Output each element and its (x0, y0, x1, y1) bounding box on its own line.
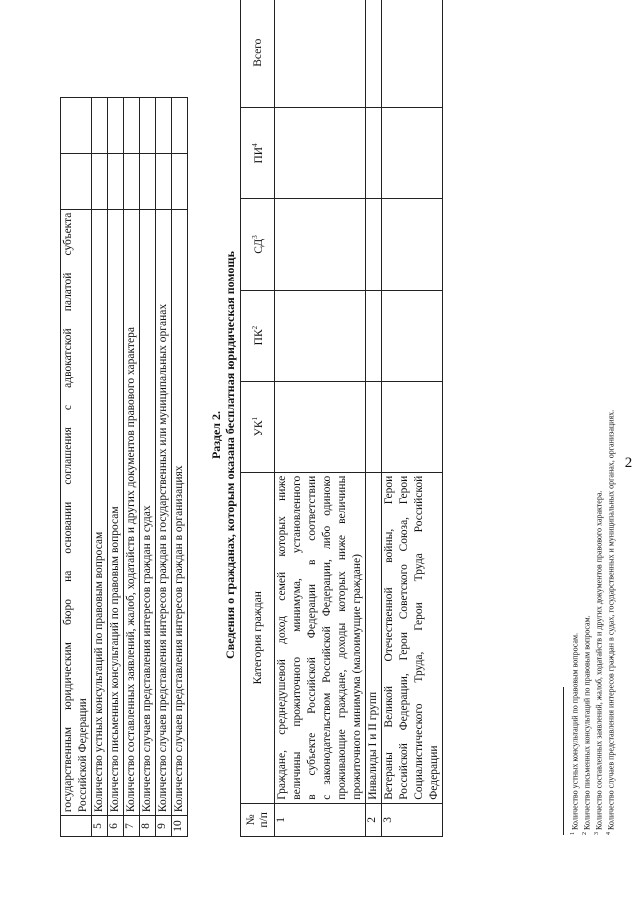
row-text: Количество случаев представления интересов граждан в судах (140, 209, 156, 815)
category-line: Российской Федерации, Герои Советского Союза, Герои (398, 475, 410, 800)
empty-cell (156, 98, 172, 154)
table-row (172, 98, 188, 837)
row-number: 6 (108, 816, 124, 837)
row-number: 9 (156, 816, 172, 837)
row-text: Количество случаев представления интересов граждан в организациях (172, 209, 188, 815)
empty-cell (366, 199, 382, 290)
empty-cell (124, 153, 140, 209)
category-line: величины прожиточного минимума, установленного (291, 475, 303, 800)
footnote (592, 491, 605, 835)
empty-cell (275, 0, 366, 108)
empty-cell (108, 98, 124, 154)
row-text: Количество случаев представления интересов граждан в государственных или муниципальных органах (156, 209, 172, 815)
empty-cell (172, 98, 188, 154)
category-line: с законодательством Российской Федерации, либо одиноко (321, 475, 333, 800)
row-number: 2 (366, 803, 382, 836)
header-num-line: п/п (257, 812, 270, 828)
empty-cell (382, 290, 443, 381)
row-text-line: государственным юридическим бюро на основании соглашения с адвокатской палатой субъекта (62, 212, 74, 813)
footnote-text: Количество письменных консультаций по правовым вопросам. (582, 615, 592, 830)
page-number: 2 (624, 454, 633, 471)
table-row (108, 98, 124, 837)
empty-cell (275, 199, 366, 290)
row-number: 1 (275, 803, 366, 836)
row-number: 7 (124, 816, 140, 837)
header-category: Категория граждан (241, 472, 275, 803)
citizens-table (240, 0, 443, 837)
table-row (382, 0, 443, 837)
empty-cell (61, 98, 92, 154)
category-line: Инвалиды I и II групп (367, 691, 379, 800)
row-text (61, 209, 92, 815)
header-total: Всего (241, 0, 275, 108)
category-line: Граждане, среднедушевой доход семей которых ниже (276, 475, 288, 800)
top-table (60, 97, 188, 837)
empty-cell (275, 381, 366, 472)
table-header-row (241, 0, 275, 837)
header-pi-text: ПИ (252, 146, 265, 164)
empty-cell (366, 381, 382, 472)
footnote-mark: 1 (570, 832, 576, 835)
footnote-mark: 4 (606, 832, 612, 835)
row-category (366, 472, 382, 803)
empty-cell (382, 0, 443, 108)
table-row (61, 98, 92, 837)
footnote-mark: 2 (582, 832, 588, 835)
table-row (366, 0, 382, 837)
header-pi (241, 108, 275, 199)
category-line: Ветераны Великой Отечественной войны, Герои (383, 475, 395, 800)
category-line: проживающие граждане, доходы которых ниже величины (336, 475, 348, 800)
empty-cell (382, 108, 443, 199)
row-number (61, 816, 92, 837)
header-pk (241, 290, 275, 381)
row-text-line: Российской Федерации (77, 698, 89, 813)
footnote-mark: 3 (594, 832, 600, 835)
header-uk-text: УК (252, 420, 265, 437)
empty-cell (366, 290, 382, 381)
category-line: прожиточного минимума (малоимущие граждане) (351, 554, 363, 800)
header-sd (241, 199, 275, 290)
empty-cell (92, 153, 108, 209)
empty-cell (366, 0, 382, 108)
empty-cell (140, 153, 156, 209)
footnote-text: Количество составленных заявлений, жалоб, ходатайств и других документов правового характера. (594, 490, 604, 830)
footnote-text: Количество устных консультаций по правовым вопросам. (570, 632, 580, 830)
empty-cell (92, 98, 108, 154)
table-row (92, 98, 108, 837)
header-pk-text: ПК (252, 329, 265, 346)
category-line: в субъекте Российской Федерации в соответствии (306, 475, 318, 800)
empty-cell (382, 381, 443, 472)
footnote (568, 633, 581, 835)
table-row (124, 98, 140, 837)
row-category (382, 472, 443, 803)
row-number: 5 (92, 816, 108, 837)
row-category (275, 472, 366, 803)
header-pk-sup: 2 (250, 325, 259, 330)
section-title: Раздел 2. (209, 410, 223, 460)
row-number: 10 (172, 816, 188, 837)
header-sd-sup: 3 (250, 235, 259, 239)
table-row (275, 0, 366, 837)
footnote-text: Количество случаев представления интересов граждан в судах, государственных и муниципальных органах, организациях. (606, 409, 616, 830)
category-line: Социалистического Труда, Герои Труда Российской (413, 475, 425, 800)
row-number: 3 (382, 803, 443, 836)
empty-cell (172, 153, 188, 209)
header-uk (241, 381, 275, 472)
category-line: Федерации (428, 745, 440, 800)
header-num-line: № (244, 814, 257, 826)
empty-cell (140, 98, 156, 154)
table-row (156, 98, 172, 837)
header-num (241, 803, 275, 836)
empty-cell (124, 98, 140, 154)
empty-cell (275, 108, 366, 199)
empty-cell (61, 153, 92, 209)
row-text: Количество устных консультаций по правовым вопросам (92, 209, 108, 815)
empty-cell (366, 108, 382, 199)
table-row (140, 98, 156, 837)
row-text: Количество составленных заявлений, жалоб, ходатайств и других документов правового характера (124, 209, 140, 815)
empty-cell (108, 153, 124, 209)
footnote (580, 615, 593, 835)
empty-cell (275, 290, 366, 381)
section-subtitle: Сведения о гражданах, которым оказана бесплатная юридическая помощь (223, 251, 237, 659)
footnote (604, 410, 617, 835)
header-pi-sup: 4 (250, 143, 259, 147)
row-number: 8 (140, 816, 156, 837)
header-uk-sup: 1 (250, 417, 259, 421)
header-sd-text: СД (252, 238, 265, 254)
empty-cell (382, 199, 443, 290)
empty-cell (156, 153, 172, 209)
footnote-divider (563, 687, 564, 835)
row-text: Количество письменных консультаций по правовым вопросам (108, 209, 124, 815)
